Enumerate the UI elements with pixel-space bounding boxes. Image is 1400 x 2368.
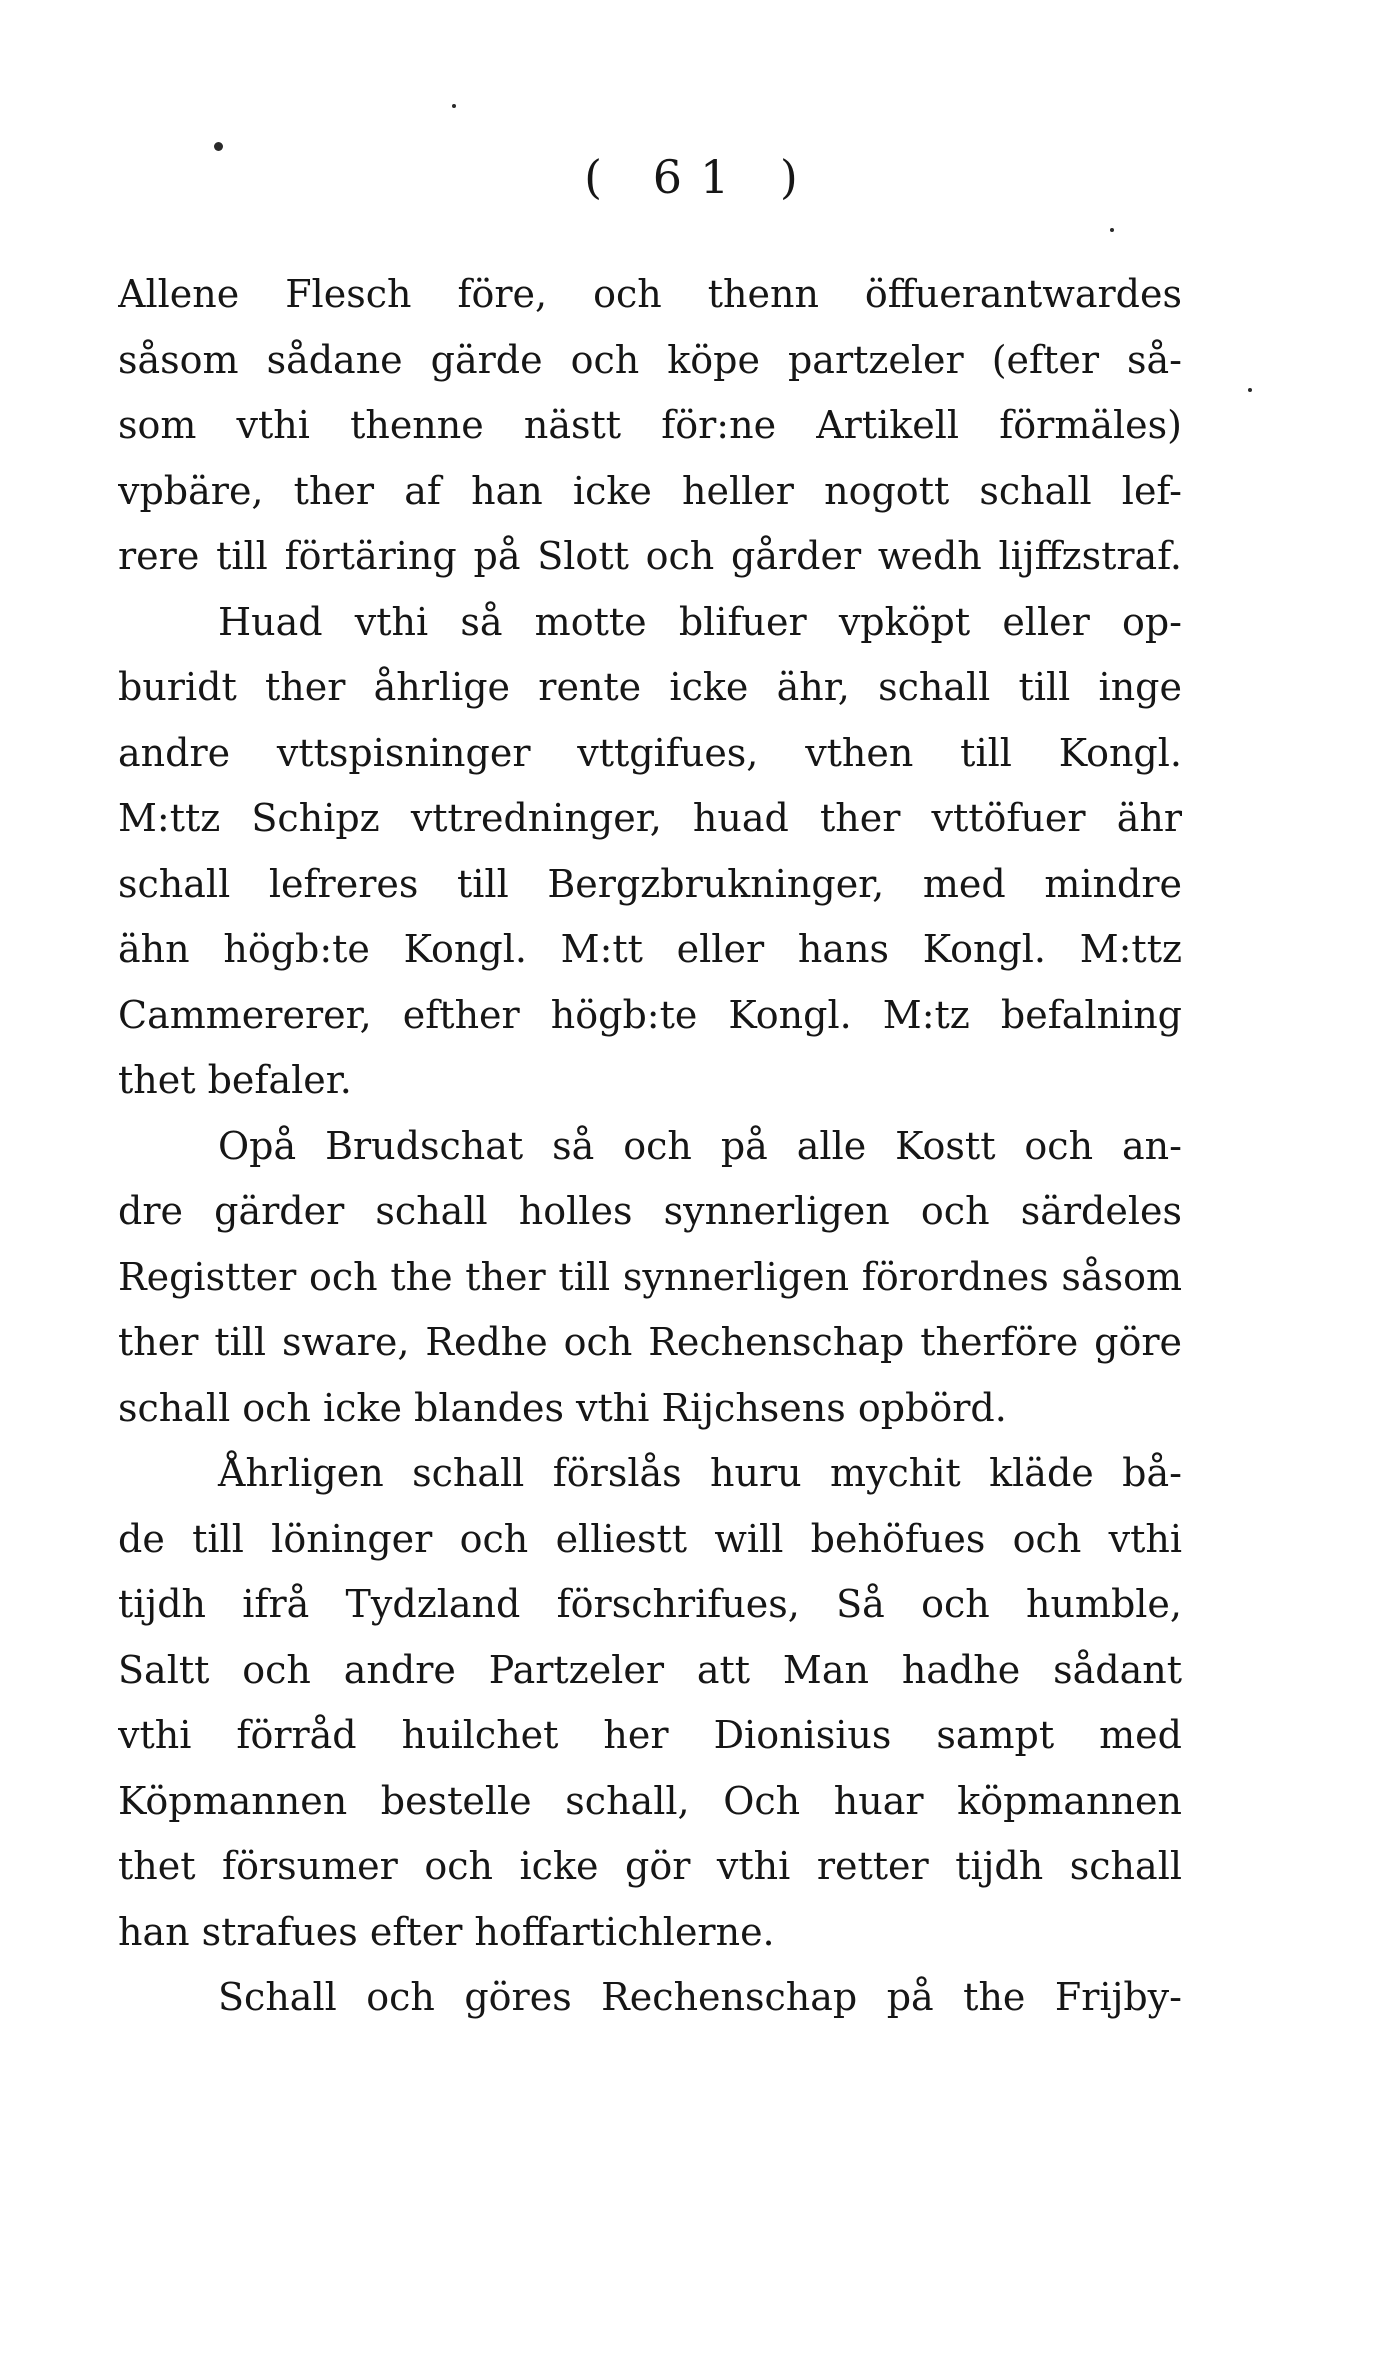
text-line: Cammererer, efther högb:te Kongl. M:tz befalning: [118, 992, 1182, 1037]
text-line: ther till sware, Redhe och Rechenschap therföre göre: [118, 1320, 1182, 1364]
text-line: thet försumer och icke gör vthi retter tijdh schall: [118, 1844, 1182, 1888]
text-line: dre gärder schall holles synnerligen och särdeles: [118, 1189, 1182, 1233]
text-line: ähn högb:te Kongl. M:tt eller hans Kongl. M:ttz: [118, 927, 1182, 971]
text-line: Allene Flesch före, och thenn öffuerantwardes: [118, 272, 1182, 316]
page-number: ( 61 ): [584, 150, 816, 204]
text-line: buridt ther åhrlige rente icke ähr, schall till inge: [118, 665, 1182, 709]
text-line: Saltt och andre Partzeler att Man hadhe sådant: [118, 1647, 1182, 1692]
text-line: vthi förråd huilchet her Dionisius sampt med: [118, 1713, 1182, 1757]
text-line: schall och icke blandes vthi Rijchsens opbörd.: [118, 1385, 1007, 1430]
text-line: schall lefreres till Bergzbrukninger, med mindre: [118, 861, 1182, 906]
text-line: Registter och the ther till synnerligen förordnes såsom: [118, 1254, 1182, 1299]
text-line: de till löninger och elliestt will behöfues och vthi: [118, 1516, 1182, 1561]
text-line: tijdh ifrå Tydzland förschrifues, Så och humble,: [118, 1582, 1182, 1626]
text-line: Huad vthi så motte blifuer vpköpt eller op-: [218, 599, 1182, 644]
text-line: Opå Brudschat så och på alle Kostt och an-: [218, 1123, 1182, 1168]
text-line: som vthi thenne nästt för:ne Artikell förmäles): [118, 403, 1182, 447]
ink-speck: [452, 104, 456, 108]
text-line: thet befaler.: [118, 1058, 352, 1102]
text-line: andre vttspisninger vttgifues, vthen till Kongl.: [118, 730, 1182, 775]
text-line: rere till förtäring på Slott och gårder wedh lijffzstraf.: [118, 534, 1182, 578]
text-line: vpbäre, ther af han icke heller nogott schall lef-: [118, 468, 1182, 513]
ink-speck: [1248, 388, 1252, 392]
text-line: Schall och göres Rechenschap på the Frijby-: [218, 1975, 1182, 2019]
text-line: M:ttz Schipz vttredninger, huad ther vttöfuer ähr: [118, 796, 1182, 840]
text-line: såsom sådane gärde och köpe partzeler (efter så-: [118, 337, 1182, 382]
text-line: han strafues efter hoffartichlerne.: [118, 1909, 775, 1954]
ink-speck: [1110, 228, 1114, 232]
text-line: Köpmannen bestelle schall, Och huar köpmannen: [118, 1778, 1182, 1823]
text-line: Åhrligen schall förslås huru mychit kläde bå-: [218, 1451, 1182, 1495]
body-text: [118, 262, 1182, 2031]
